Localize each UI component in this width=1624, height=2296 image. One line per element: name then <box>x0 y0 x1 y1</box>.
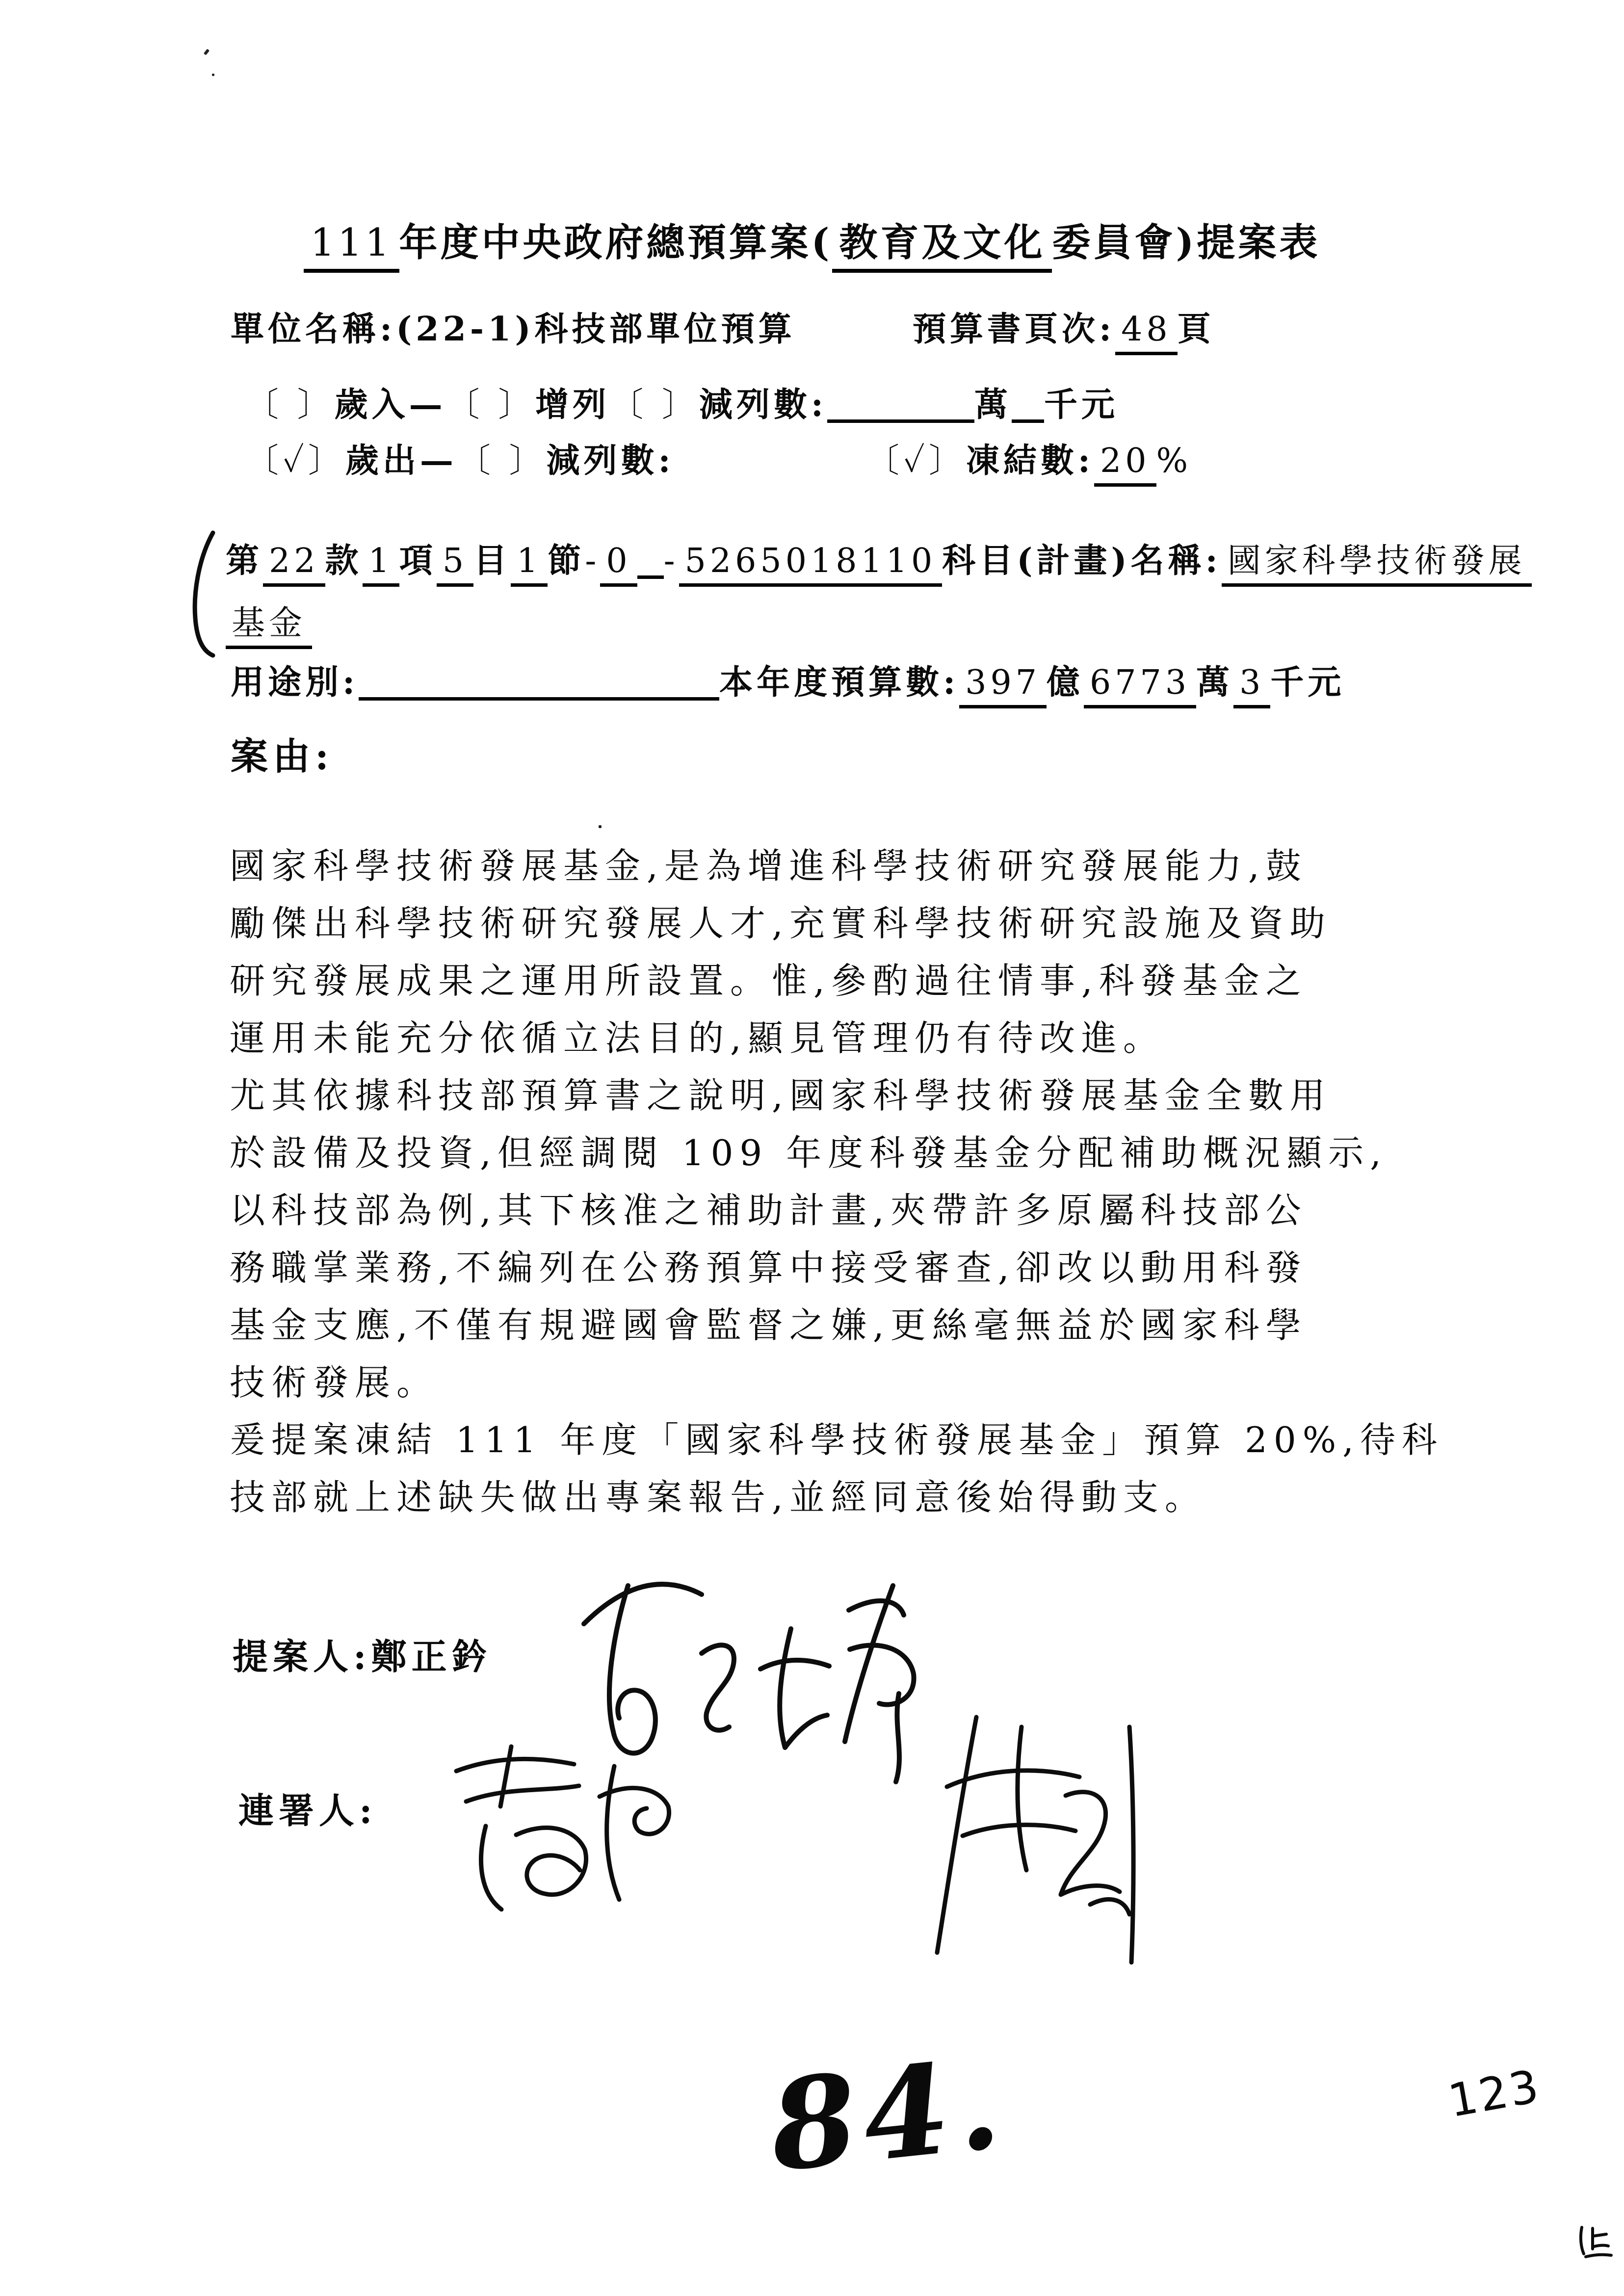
revenue-row <box>245 386 1119 424</box>
scan-speck <box>204 49 210 55</box>
code-dash1: - <box>585 542 601 580</box>
body-line: 技術發展。 <box>230 1362 439 1403</box>
cosigner-signature-2 <box>903 1697 1187 1972</box>
unit-name-label: 單位名稱: <box>231 310 396 349</box>
increase-label: 增列 <box>535 385 610 424</box>
mu-value: 5 <box>437 542 473 587</box>
clause-left-bracket <box>190 530 218 658</box>
amount-blank-underline <box>827 392 974 423</box>
document-title <box>0 221 1624 265</box>
body-line: 基金支應,不僅有規避國會監督之嫌,更絲毫無益於國家科學 <box>230 1305 1308 1346</box>
body-line: 於設備及投資,但經調閱 109 年度科發基金分配補助概況顯示, <box>230 1132 1388 1174</box>
expenditure-row <box>245 442 675 480</box>
cosigner-row <box>238 1791 377 1831</box>
unit-name-row <box>231 310 796 349</box>
xiang-value: 1 <box>363 542 399 587</box>
checkbox-decrease: 〔 〕 <box>610 386 699 424</box>
corner-scan-mark <box>1576 2223 1620 2260</box>
amount-yi-value: 397 <box>959 663 1047 708</box>
budget-page-group <box>913 310 1215 349</box>
title-committee-value: 教育及文化 <box>832 220 1052 273</box>
xiang-label: 項 <box>399 541 437 580</box>
clause-row <box>226 542 1532 580</box>
body-line: 尤其依據科技部預算書之說明,國家科學技術發展基金全數用 <box>230 1075 1332 1116</box>
body-line: 務職掌業務,不編列在公務預算中接受審查,卻改以動用科發 <box>230 1247 1308 1288</box>
usage-row <box>231 663 1345 702</box>
checkbox-increase: 〔 〕 <box>446 386 536 424</box>
budget-page-label: 預算書頁次: <box>913 310 1116 349</box>
freeze-unit: % <box>1156 442 1192 480</box>
code-value: 5265018110 <box>679 542 943 587</box>
freeze-group <box>866 442 1192 480</box>
cosigner-signature-1 <box>427 1737 751 1918</box>
code-dash2: - <box>663 542 679 580</box>
title-year-value: 111 <box>304 221 399 273</box>
freeze-label: 凍結數: <box>966 441 1094 480</box>
kuan-value: 22 <box>263 542 325 587</box>
usage-blank-underline <box>359 670 719 701</box>
amount-wan-value: 6773 <box>1084 663 1196 708</box>
proposer-row <box>233 1637 492 1677</box>
unit-wan-label: 萬 <box>974 385 1012 424</box>
mu-label: 目 <box>473 541 511 580</box>
handwritten-page-number: 84. <box>763 2030 1013 2200</box>
freeze-value: 20 <box>1094 442 1156 487</box>
body-line: 以科技部為例,其下核准之補助計畫,夾帶許多原屬科技部公 <box>230 1190 1308 1231</box>
unit-name-value: (22-1)科技部單位預算 <box>396 310 796 349</box>
usage-label: 用途別: <box>231 663 359 702</box>
clause-row-line2 <box>226 604 312 643</box>
jie-value: 1 <box>511 542 548 587</box>
checkbox-revenue: 〔 〕 <box>245 386 335 424</box>
code-zero: 0 <box>600 542 637 587</box>
amount-qian-value: 3 <box>1233 663 1270 708</box>
unit-qianyuan-label: 千元 <box>1044 385 1119 424</box>
budget-page-value: 48 <box>1115 310 1178 355</box>
body-line: 國家科學技術發展基金,是為增進科學技術研究發展能力,鼓 <box>230 845 1308 887</box>
scan-speck <box>212 74 214 76</box>
body-line: 勵傑出科學技術研究發展人才,充實科學技術研究設施及資助 <box>230 903 1332 944</box>
clause-prefix: 第 <box>226 541 263 580</box>
budget-page-unit: 頁 <box>1177 310 1215 349</box>
title-text-tail: 委員會)提案表 <box>1052 220 1321 265</box>
handwritten-corner-number: 123 <box>1444 2060 1545 2128</box>
checkbox-expenditure-decrease: 〔 〕 <box>457 442 547 480</box>
case-label: 案由: <box>231 734 334 778</box>
checkbox-expenditure-checked: 〔✓〕 <box>245 442 345 480</box>
subject-value-line2: 基金 <box>226 604 312 649</box>
unit-wan: 萬 <box>1196 663 1234 702</box>
body-line: 爰提案凍結 111 年度「國家科學技術發展基金」預算 20%,待科 <box>230 1419 1444 1461</box>
decrease-label: 減列數: <box>699 385 828 424</box>
proposer-label: 提案人: <box>233 1636 371 1677</box>
unit-yi: 億 <box>1047 663 1084 702</box>
kuan-label: 款 <box>325 541 363 580</box>
scan-speck <box>599 825 602 828</box>
title-text: 年度中央政府總預算案( <box>399 220 833 265</box>
unit-qian: 千元 <box>1270 663 1345 702</box>
body-line: 運用未能充分依循立法目的,顯見管理仍有待改進。 <box>230 1018 1165 1059</box>
amount-blank-underline-small <box>1012 392 1044 423</box>
checkbox-freeze-checked: 〔✓〕 <box>866 442 966 480</box>
body-line: 技部就上述缺失做出專案報告,並經同意後始得動支。 <box>230 1477 1206 1518</box>
expenditure-decrease-label: 減列數: <box>546 441 675 480</box>
subject-label: 科目(計畫)名稱: <box>942 541 1222 580</box>
budget-amount-label: 本年度預算數: <box>719 663 960 702</box>
code-blank-underline <box>637 548 664 579</box>
subject-value-line1: 國家科學技術發展 <box>1222 542 1532 587</box>
revenue-label: 歲入— <box>334 385 446 424</box>
cosigner-label: 連署人: <box>238 1790 377 1831</box>
jie-label: 節 <box>548 541 585 580</box>
body-line: 研究發展成果之運用所設置。惟,參酌過往情事,科發基金之 <box>230 960 1308 1001</box>
proposer-name: 鄭正鈐 <box>371 1636 492 1677</box>
expenditure-label: 歲出— <box>345 441 457 480</box>
